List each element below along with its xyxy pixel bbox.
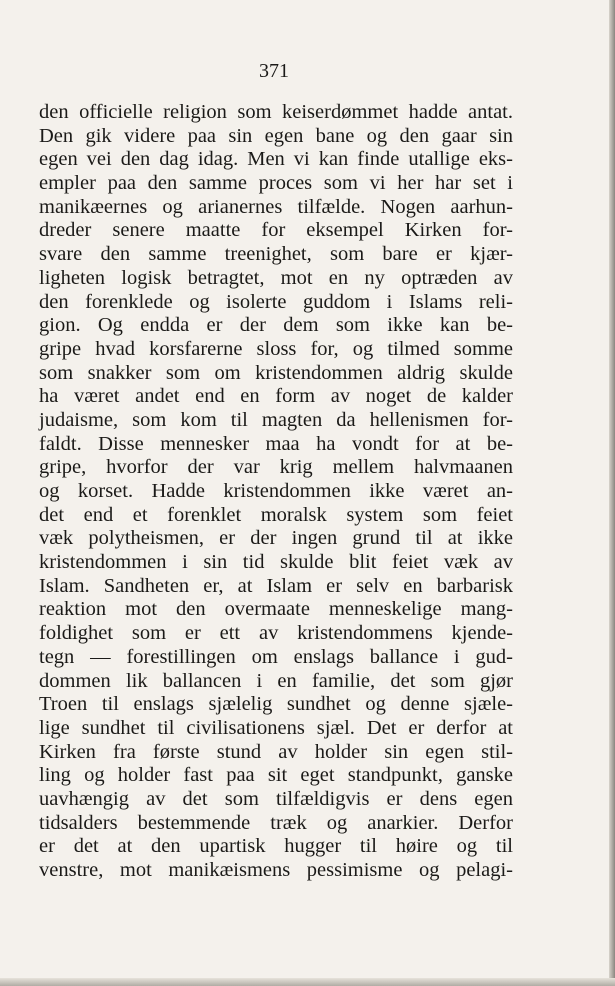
text-line: det end et forenklet moralsk system som feiet: [39, 503, 513, 526]
page-edge-shadow-right: [609, 0, 615, 986]
text-line: gion. Og endda er der dem som ikke kan be-: [39, 314, 513, 337]
text-line: den officielle religion som keiserdømmet hadde antat.: [39, 101, 513, 123]
page-number: 371: [259, 60, 289, 82]
text-line: foldighet som er ett av kristendommens kjende-: [39, 622, 513, 645]
text-line: Den gik videre paa sin egen bane og den gaar sin: [39, 124, 513, 147]
text-line: som snakker som om kristendommen aldrig skulde: [39, 361, 513, 384]
text-line: svare den samme treenighet, som bare er kjær-: [39, 243, 513, 266]
text-line: og korset. Hadde kristendommen ikke været an-: [39, 480, 513, 502]
page-edge-shadow-bottom: [0, 978, 615, 986]
text-line: reaktion mot den overmaate menneskelige mang-: [39, 598, 513, 621]
text-line: Troen til enslags sjælelig sundhet og denne sjæle-: [39, 693, 513, 716]
text-line: judaisme, som kom til magten da hellenismen for-: [39, 408, 513, 431]
text-line: lige sundhet til civilisationens sjæl. Det er derfor at: [39, 716, 513, 739]
text-line: dommen lik ballancen i en familie, det som gjør: [39, 669, 513, 692]
text-line: Islam. Sandheten er, at Islam er selv en barbarisk: [39, 574, 513, 597]
text-line: gripe, hvorfor der var krig mellem halvmaanen: [39, 456, 513, 479]
text-line: Kirken fra første stund av holder sin egen stil-: [39, 740, 513, 763]
text-line: manikæernes og arianernes tilfælde. Nogen aarhun-: [39, 195, 513, 218]
text-line: egen vei den dag idag. Men vi kan finde utallige eks-: [39, 148, 513, 171]
text-line: kristendommen i sin tid skulde blit feiet væk av: [39, 551, 513, 574]
text-line: uavhængig av det som tilfældigvis er dens egen: [39, 787, 513, 810]
body-text: [39, 101, 513, 883]
text-line: venstre, mot manikæismens pessimisme og pelagi-: [39, 859, 513, 881]
text-line: ligheten logisk betragtet, mot en ny optræden av: [39, 266, 513, 289]
text-line: tidsalders bestemmende træk og anarkier. Derfor: [39, 811, 513, 834]
text-line: ling og holder fast paa sit eget standpunkt, ganske: [39, 764, 513, 787]
text-line: er det at den upartisk hugger til høire og til: [39, 835, 513, 858]
text-line: gripe hvad korsfarerne sloss for, og tilmed somme: [39, 337, 513, 360]
text-line: faldt. Disse mennesker maa ha vondt for at be-: [39, 432, 513, 455]
text-line: ha været andet end en form av noget de kalder: [39, 385, 513, 408]
text-line: tegn — forestillingen om enslags ballance i gud-: [39, 645, 513, 668]
text-line: væk polytheismen, er der ingen grund til at ikke: [39, 527, 513, 550]
text-line: dreder senere maatte for eksempel Kirken for-: [39, 219, 513, 242]
text-line: empler paa den samme proces som vi her har set i: [39, 172, 513, 195]
text-line: den forenklede og isolerte guddom i Islams reli-: [39, 290, 513, 313]
